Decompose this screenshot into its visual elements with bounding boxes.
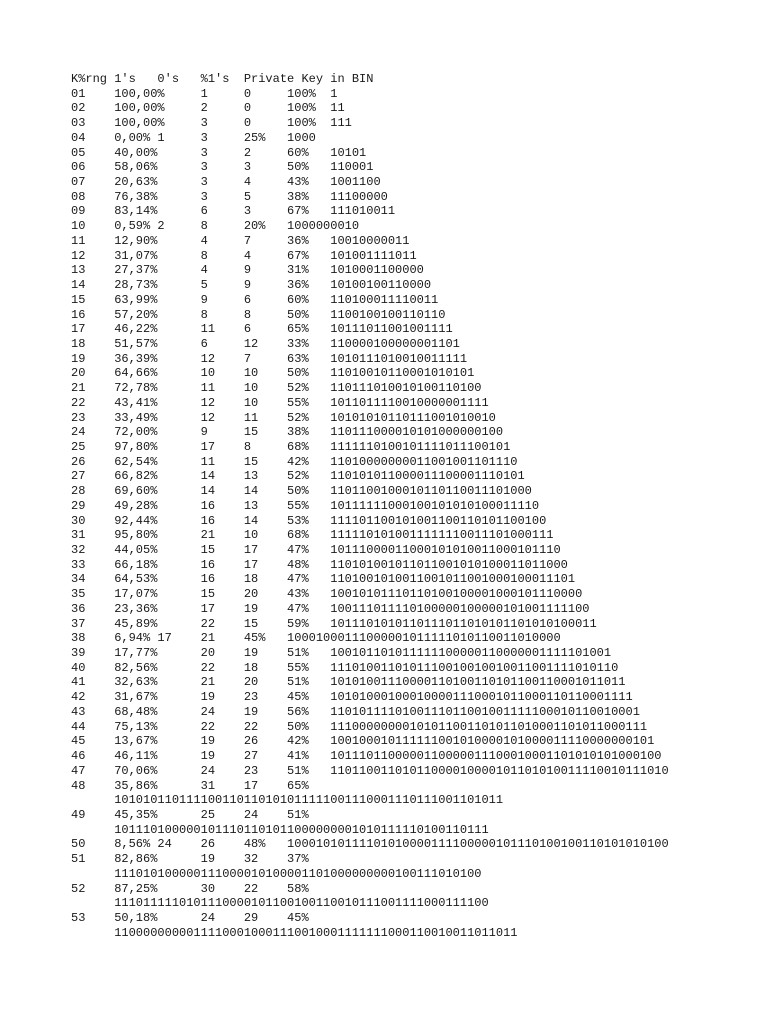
table-row: 24 72,00% 9 15 38% 110111000010101000000100 (71, 425, 504, 440)
table-row: 07 20,63% 3 4 43% 1001100 (71, 175, 381, 190)
table-row: 33 66,18% 16 17 48% 110101001011011001010100011011000 (71, 557, 568, 572)
table-row: 1110111110101110000101100100110010111001111000111100 (71, 896, 489, 911)
table-row: 11000000000111100010001110010001111111000110010011011011 (71, 925, 518, 940)
table-row: 46 46,11% 19 27 41% 1011101100000110000011100010001101010101000100 (71, 749, 662, 764)
table-row: 101010110111100110110101011111001110001110111001101011 (71, 793, 504, 808)
table-row: 16 57,20% 8 8 50% 1100100100110110 (71, 307, 446, 322)
table-row: 19 36,39% 12 7 63% 1010111010010011111 (71, 351, 468, 366)
table-row: 04 0,00% 1 3 25% 1000 (71, 130, 316, 145)
table-row: 40 82,56% 22 18 55% 1110100110101110010010010011001111010110 (71, 660, 619, 675)
table-row: 1011101000001011101101011000000001010111110100110111 (71, 822, 489, 837)
table-row: 38 6,94% 17 21 45% 10001000111000001011111010110011010000 (71, 631, 561, 646)
table-row: 35 17,07% 15 20 43% 10010101110110100100001000101110000 (71, 587, 583, 602)
table-row: 49 45,35% 25 24 51% (71, 807, 309, 822)
table-row: 27 66,82% 14 13 52% 110101011000011100001110101 (71, 469, 525, 484)
table-row: 01 100,00% 1 0 100% 1 (71, 86, 338, 101)
table-row: 18 51,57% 6 12 33% 110000100000001101 (71, 336, 460, 351)
table-row: 05 40,00% 3 2 60% 10101 (71, 145, 367, 160)
table-row: 43 68,48% 24 19 56% 1101011110100111011001001111100010110010001 (71, 704, 640, 719)
table-row: 08 76,38% 3 5 38% 11100000 (71, 189, 388, 204)
table-row: 11 12,90% 4 7 36% 10010000011 (71, 233, 410, 248)
table-row: 39 17,77% 20 19 51% 100101101011111100000110000001111101001 (71, 646, 612, 661)
table-row: 34 64,53% 16 18 47% 1101001010011001011001000100011101 (71, 572, 576, 587)
table-row: 42 31,67% 19 23 45% 101010001000100001110001011000110110001111 (71, 690, 633, 705)
table-row: 26 62,54% 11 15 42% 11010000000011001001101110 (71, 454, 518, 469)
table-row: 36 23,36% 17 19 47% 100111011110100000100000101001111100 (71, 601, 590, 616)
table-row: 21 72,78% 11 10 52% 110111010010100110100 (71, 381, 482, 396)
table-row: 37 45,89% 22 15 59% 1011101010110111011010101101010100011 (71, 616, 597, 631)
table-row: 06 58,06% 3 3 50% 110001 (71, 160, 374, 175)
table-row: 25 97,80% 17 8 68% 1111110100101111011100101 (71, 439, 511, 454)
document-body (71, 72, 669, 940)
table-row: 53 50,18% 24 29 45% (71, 910, 309, 925)
table-row: 29 49,28% 16 13 55% 10111111000100101010100011110 (71, 498, 540, 513)
table-row: 15 63,99% 9 6 60% 110100011110011 (71, 292, 439, 307)
table-row: 13 27,37% 4 9 31% 1010001100000 (71, 263, 424, 278)
table-row: 02 100,00% 2 0 100% 11 (71, 101, 345, 116)
table-header: K%rng 1's 0's %1's Private Key in BIN (71, 72, 374, 86)
table-row: 50 8,56% 24 26 48% 10001010111101010000111100000101110100100110101010100 (71, 837, 669, 852)
table-row: 51 82,86% 19 32 37% (71, 852, 309, 867)
table-row: 10 0,59% 2 8 20% 1000000010 (71, 219, 360, 234)
table-row: 20 64,66% 10 10 50% 11010010110001010101 (71, 366, 475, 381)
table-row: 12 31,07% 8 4 67% 101001111011 (71, 248, 417, 263)
table-rows (71, 87, 669, 941)
table-row: 48 35,86% 31 17 65% (71, 778, 309, 793)
table-row: 23 33,49% 12 11 52% 10101010110111001010010 (71, 410, 496, 425)
table-row: 44 75,13% 22 22 50% 11100000000101011001101011010001101011000111 (71, 719, 648, 734)
table-row: 09 83,14% 6 3 67% 111010011 (71, 204, 396, 219)
table-row: 17 46,22% 11 6 65% 10111011001001111 (71, 322, 453, 337)
table-row: 47 70,06% 24 23 51% 11011001101011000010000101101010011110010111010 (71, 763, 669, 778)
table-row: 41 32,63% 21 20 51% 10101001110000110100110101100110001011011 (71, 675, 626, 690)
table-row: 03 100,00% 3 0 100% 111 (71, 116, 352, 131)
table-row: 31 95,80% 21 10 68% 1111101010011111110011101000111 (71, 528, 554, 543)
table-row: 14 28,73% 5 9 36% 10100100110000 (71, 278, 432, 293)
table-row: 52 87,25% 30 22 58% (71, 881, 309, 896)
table-row: 45 13,67% 19 26 42% 100100010111111001010000101000011110000000101 (71, 734, 655, 749)
table-row: 111010100000111000010100001101000000000100111010100 (71, 866, 482, 881)
table-row: 30 92,44% 16 14 53% 111101100101001100110101100100 (71, 513, 547, 528)
table-row: 28 69,60% 14 14 50% 1101100100010110110011101000 (71, 484, 532, 499)
table-row: 22 43,41% 12 10 55% 1011011110010000001111 (71, 395, 489, 410)
table-row: 32 44,05% 15 17 47% 10111000011000101010011000101110 (71, 543, 561, 557)
